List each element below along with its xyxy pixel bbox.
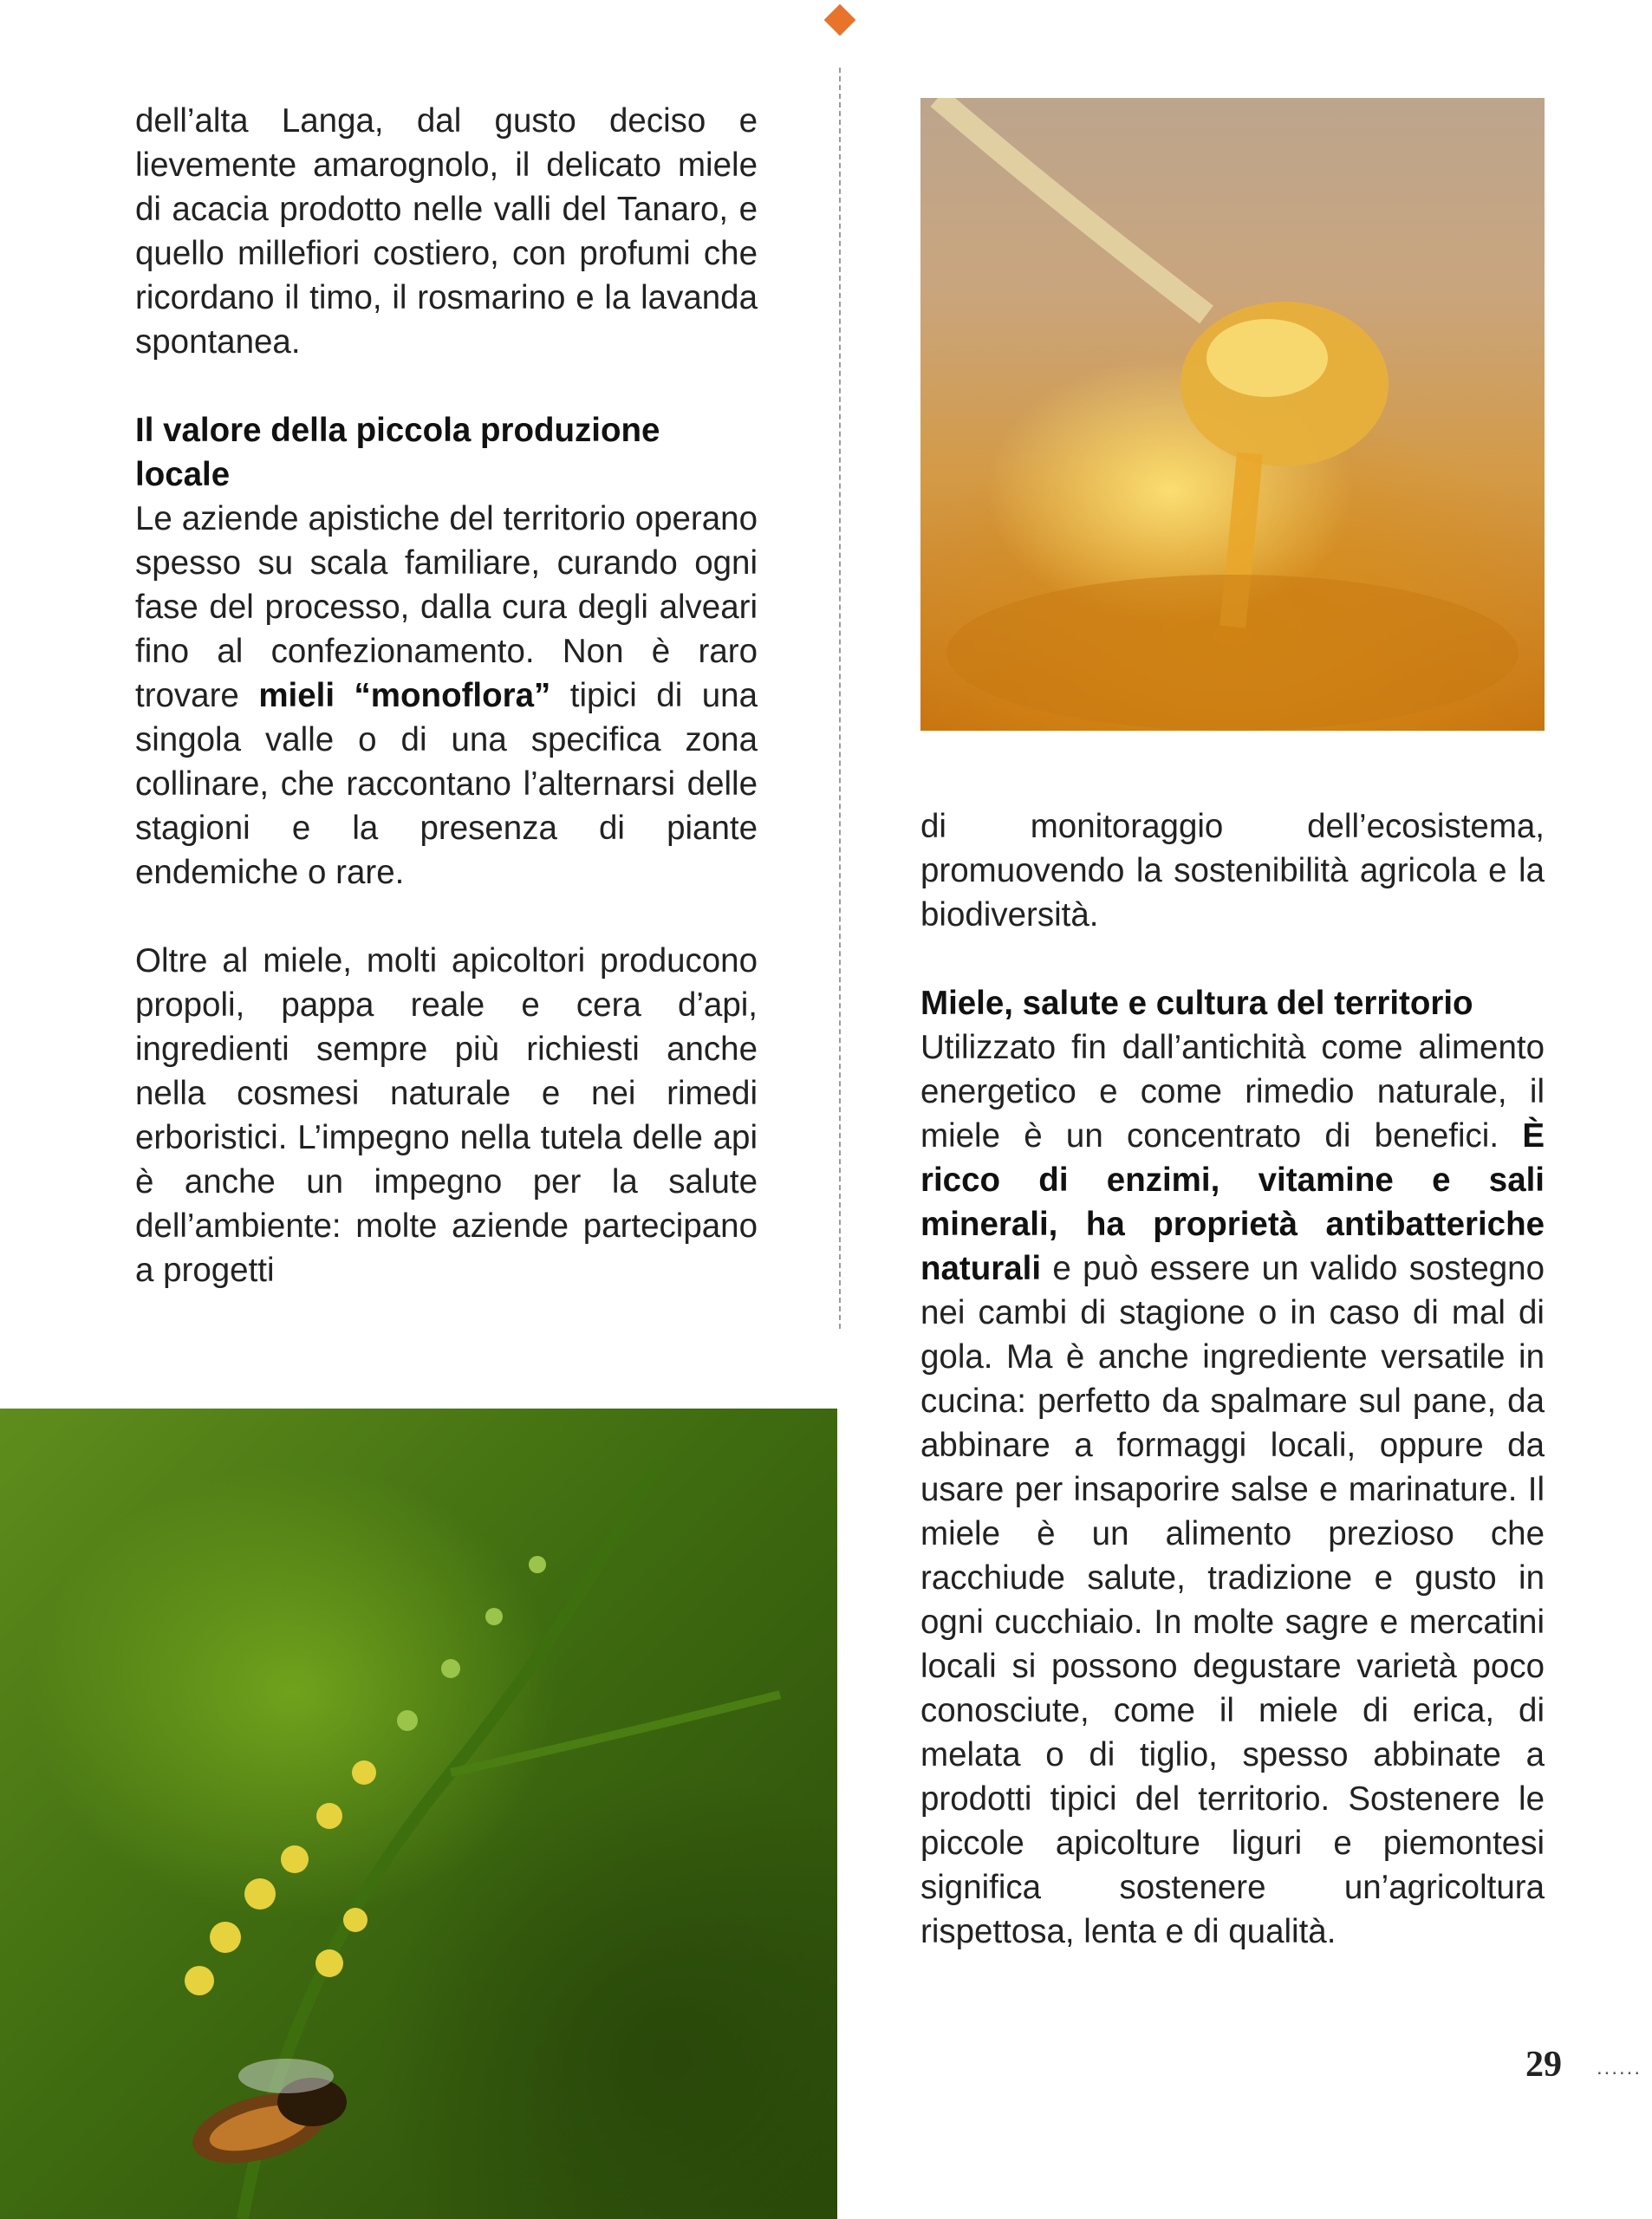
heading-miele-salute: Miele, salute e cultura del territorio — [920, 985, 1473, 1022]
heading-piccola-produzione: Il valore della piccola produzione locale — [135, 412, 660, 493]
paragraph-aziende: Le aziende apistiche del territorio operano spesso su scala familiare, curando ogni fase del processo, dalla cura degli alveari fino al confezionamento. Non è raro trovare mieli “monoflora” tipici di una singola valle o di una specifica zona collinare, che raccontano l’alternarsi delle stagioni e la presenza di piante endemiche o rare. — [135, 500, 758, 891]
paragraph-oltre-miele: Oltre al miele, molti apicoltori producono propoli, pappa reale e cera d’api, ingredienti sempre più richiesti anche nella cosmesi naturale e nei rimedi erboristici. L’impegno nella tutela delle api è anche un impegno per la salute dell’ambiente: molte aziende partecipano a progetti — [135, 942, 758, 1289]
left-text-column — [135, 99, 758, 1292]
honey-spoon-photo — [920, 98, 1545, 731]
bee-flower-illustration — [0, 1409, 837, 2219]
page-number: 29 — [1525, 2045, 1562, 2085]
honey-spoon-illustration — [920, 98, 1545, 731]
right-text-column — [920, 804, 1545, 1954]
paragraph-monitoraggio: di monitoraggio dell’ecosistema, promuovendo la sostenibilità agricola e la biodiversità. — [920, 808, 1545, 934]
page-dots: ...... — [1597, 2056, 1642, 2079]
bee-on-flower-photo — [0, 1409, 837, 2219]
decorative-diamond-icon — [824, 4, 856, 36]
column-divider — [839, 68, 841, 1329]
paragraph-utilizzato: Utilizzato fin dall’antichità come alimento energetico e come rimedio naturale, il miele è un concentrato di benefici. È ricco di enzimi, vitamine e sali minerali, ha proprietà antibatteriche naturali e può essere un valido sostegno nei cambi di stagione o in caso di mal di gola. Ma è anche ingrediente versatile in cucina: perfetto da spalmare sul pane, da abbinare a formaggi locali, oppure da usare per insaporire salse e marinature. Il miele è un alimento prezioso che racchiude salute, tradizione e gusto in ogni cucchiaio. In molte sagre e mercatini locali si possono degustare varietà poco conosciute, come il miele di erica, di melata o di tiglio, spesso abbinate a prodotti tipici del territorio. Sostenere le piccole apicolture liguri e piemontesi significa sostenere un’agricoltura rispettosa, lenta e di qualità. — [920, 1029, 1545, 1950]
paragraph-intro: dell’alta Langa, dal gusto deciso e lievemente amarognolo, il delicato miele di acacia prodotto nelle valli del Tanaro, e quello millefiori costiero, con profumi che ricordano il timo, il rosmarino e la lavanda spontanea. — [135, 102, 758, 361]
